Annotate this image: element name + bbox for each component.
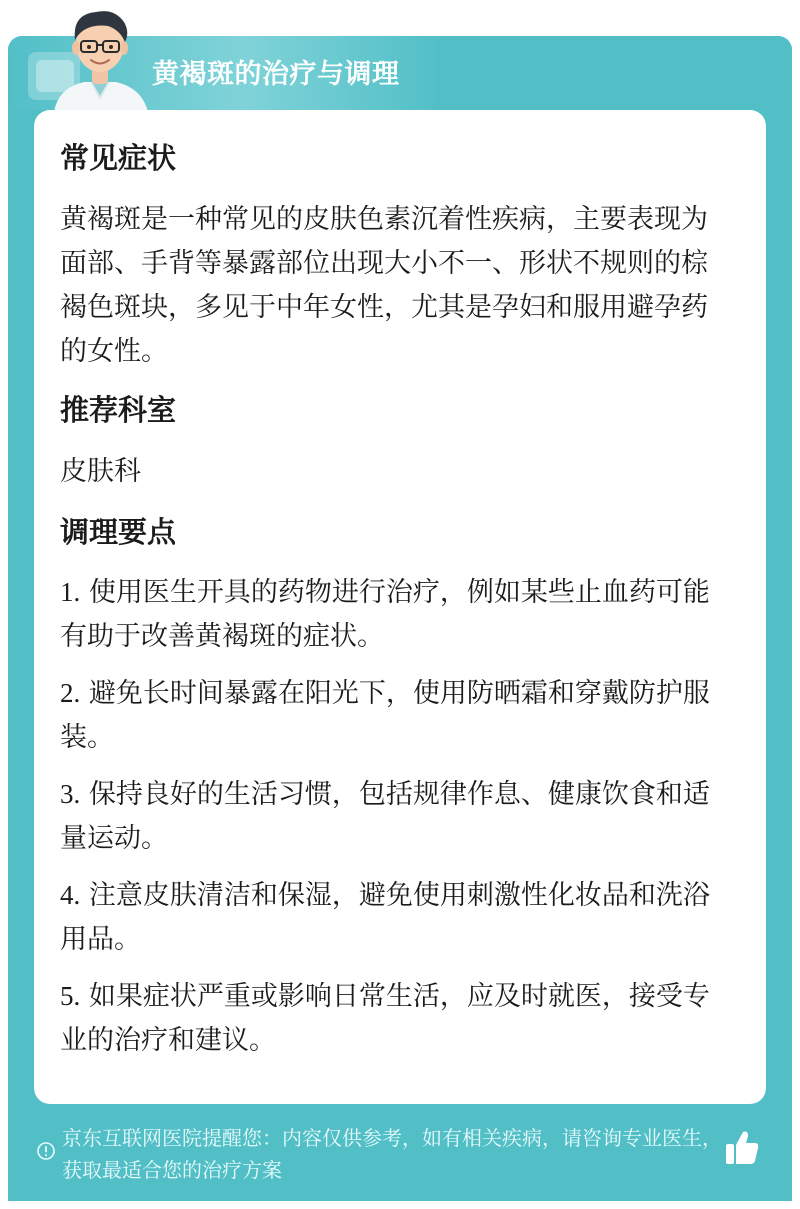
tip-text: 注意皮肤清洁和保湿，避免使用刺激性化妆品和洗浴用品。: [60, 880, 710, 955]
info-circle-icon: [36, 1141, 56, 1161]
care-tip: [60, 772, 732, 861]
care-tip: [60, 974, 732, 1063]
symptoms-heading: 常见症状: [60, 141, 177, 175]
care-tip: [60, 873, 732, 962]
content-area: [60, 136, 732, 1075]
tip-number: 2.: [60, 678, 81, 708]
care-tip: [60, 671, 732, 760]
tip-number: 1.: [60, 577, 81, 607]
department-value: 皮肤科: [60, 456, 141, 487]
tip-number: 3.: [60, 779, 81, 809]
footer-disclaimer: 京东互联网医院提醒您：内容仅供参考，如有相关疾病，请咨询专业医生，获取最适合您的治疗方案: [62, 1126, 722, 1182]
thumbs-up-icon[interactable]: [724, 1128, 760, 1166]
tip-number: 5.: [60, 981, 81, 1011]
tip-text: 如果症状严重或影响日常生活，应及时就医，接受专业的治疗和建议。: [60, 981, 710, 1056]
tip-text: 保持良好的生活习惯，包括规律作息、健康饮食和适量运动。: [60, 779, 710, 854]
doctor-avatar: [44, 0, 156, 112]
tip-text: 避免长时间暴露在阳光下，使用防晒霜和穿戴防护服装。: [60, 678, 710, 753]
page-title: 黄褐斑的治疗与调理: [152, 59, 400, 90]
care-heading: 调理要点: [60, 515, 177, 549]
care-tip: [60, 570, 732, 659]
symptoms-text: 黄褐斑是一种常见的皮肤色素沉着性疾病，主要表现为面部、手背等暴露部位出现大小不一、形状不规则的棕褐色斑块，多见于中年女性，尤其是孕妇和服用避孕药的女性。: [60, 204, 708, 367]
department-heading: 推荐科室: [60, 393, 177, 427]
tip-number: 4.: [60, 880, 81, 910]
care-tips-list: [60, 570, 732, 1063]
tip-text: 使用医生开具的药物进行治疗，例如某些止血药可能有助于改善黄褐斑的症状。: [60, 577, 710, 652]
